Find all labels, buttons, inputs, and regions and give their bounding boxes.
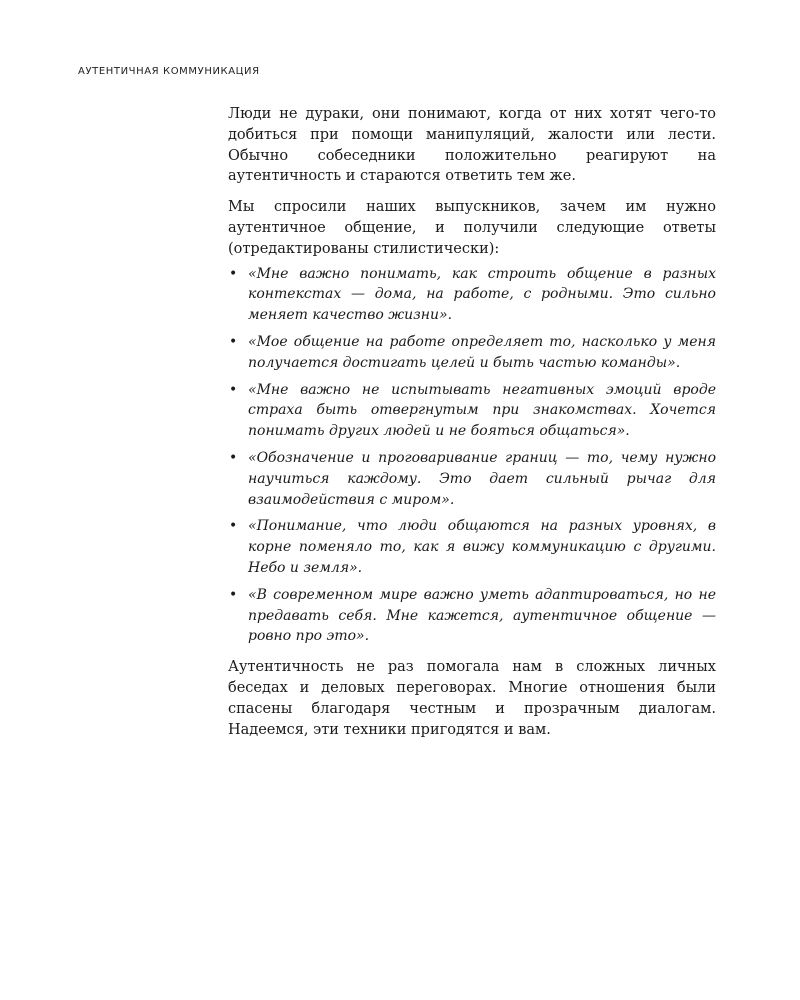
running-header: АУТЕНТИЧНАЯ КОММУНИКАЦИЯ <box>78 66 260 77</box>
list-item <box>228 585 716 647</box>
list-item <box>228 516 716 578</box>
list-item <box>228 264 716 326</box>
bullet-icon: • <box>229 381 238 398</box>
paragraph-intro: Люди не дураки, они понимают, когда от них хотят чего-то добиться при помощи манипуляций, жалости или лести. Обычно собеседники положительно реагируют на аутентичность и стараются ответить тем же. <box>228 106 716 185</box>
bullet-icon: • <box>229 333 238 350</box>
list-item <box>228 332 716 374</box>
quote-text: «Мое общение на работе определяет то, насколько у меня получается достигать целей и быть частью команды». <box>248 333 716 371</box>
quote-text: «Мне важно понимать, как строить общение в разных контекстах — дома, на работе, с родными. Это сильно меняет качество жизни». <box>248 265 716 324</box>
bullet-icon: • <box>229 586 238 603</box>
paragraph-conclusion: Аутентичность не раз помогала нам в сложных личных беседах и деловых переговорах. Многие отношения были спасены благодаря честным и прозрачным диалогам. Надеемся, эти техники пригодятся и вам. <box>228 659 716 738</box>
quote-text: «Мне важно не испытывать негативных эмоций вроде страха быть отвергнутым при знакомствах. Хочется понимать других людей и не бояться общаться». <box>248 381 716 440</box>
quote-list <box>228 264 716 648</box>
main-text <box>228 104 716 740</box>
quote-text: «Обозначение и проговаривание границ — то, чему нужно научиться каждому. Это дает сильный рычаг для взаимодействия с миром». <box>248 449 716 508</box>
list-item <box>228 448 716 510</box>
quote-text: «В современном мире важно уметь адаптироваться, но не предавать себя. Мне кажется, аутентичное общение — ровно про это». <box>248 586 716 645</box>
bullet-icon: • <box>229 518 238 535</box>
bullet-icon: • <box>229 449 238 466</box>
paragraph-question: Мы спросили наших выпускников, зачем им нужно аутентичное общение, и получили следующие ответы (отредактированы стилистически): <box>228 199 716 257</box>
bullet-icon: • <box>229 265 238 282</box>
quote-text: «Понимание, что люди общаются на разных уровнях, в корне поменяло то, как я вижу коммуникацию с другими. Небо и земля». <box>248 518 716 576</box>
list-item <box>228 380 716 442</box>
